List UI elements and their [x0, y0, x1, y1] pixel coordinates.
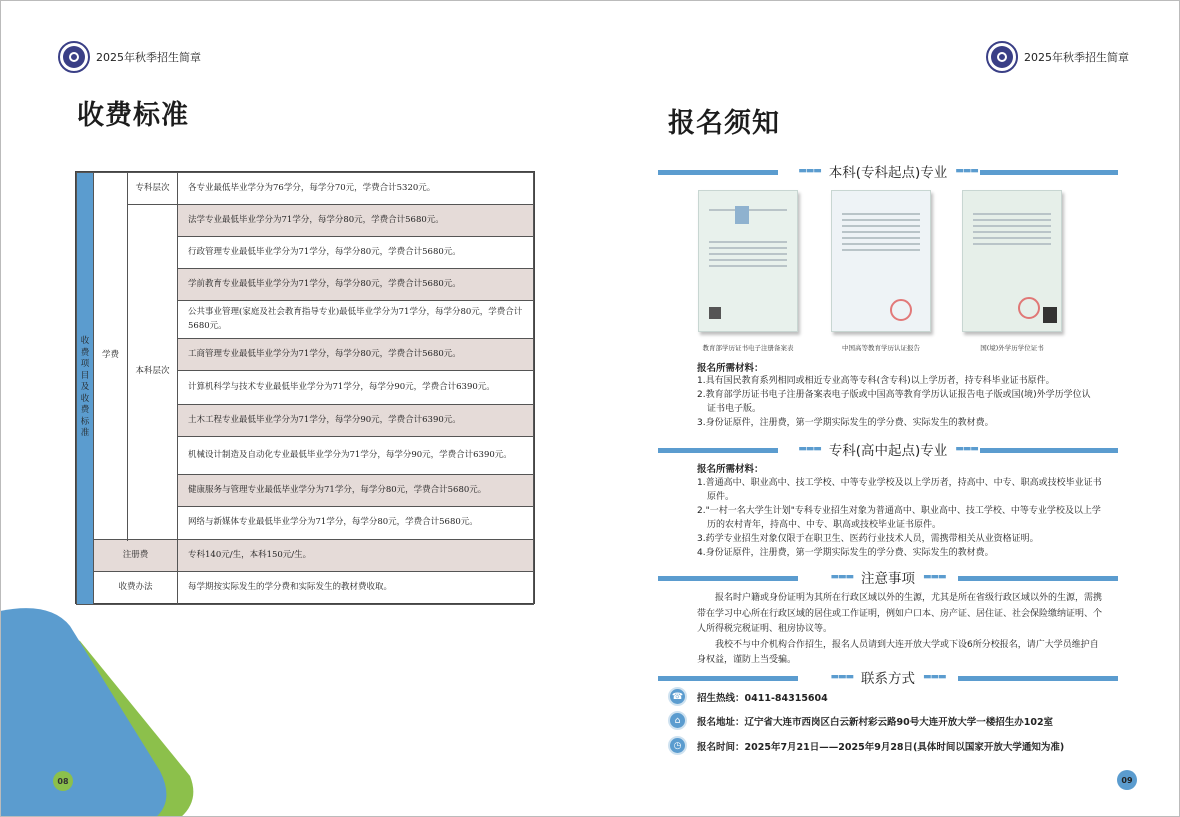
- cert-image: [962, 190, 1062, 332]
- cert-caption: 教育部学历证书电子注册备案表: [702, 344, 794, 352]
- section-header-benke: ▬▬▬ 本科(专科起点)专业 ▬▬▬: [658, 161, 1118, 181]
- table-row: 机械设计制造及自动化专业最低毕业学分为71学分，每学分90元，学费合计6390元。: [178, 437, 534, 475]
- page-number: 09: [1117, 770, 1137, 790]
- clock-icon: ◷: [668, 736, 687, 755]
- zhuanke-level: 专科层次: [128, 173, 178, 205]
- reg-fee-label: 注册费: [94, 540, 178, 572]
- right-header: [986, 41, 1129, 73]
- cert-caption: 国(境)外学历学位证书: [980, 344, 1044, 352]
- decorative-shape: [0, 601, 200, 817]
- left-header: [58, 41, 201, 73]
- reg-fee-desc: 专科140元/生，本科150元/生。: [178, 540, 534, 572]
- materials-label: 报名所需材料：: [697, 363, 764, 374]
- university-logo-icon: [58, 41, 90, 73]
- table-row: 公共事业管理(家庭及社会教育指导专业)最低毕业学分为71学分，每学分80元，学费合计5680元。: [178, 301, 534, 339]
- contact-time: ◷ 报名时间：2025年7月21日——2025年9月28日(具体时间以国家开放大学通知为准): [668, 736, 1064, 755]
- notice-paragraph: 报名时户籍或身份证明为其所在行政区域以外的生源，尤其是所在省级行政区域以外的生源，需携带在学习中心所在行政区域的居住或工作证明，例如户口本、房产证、居住证、社会保险缴纳证明、个人所得税完税证明、租房协议等。: [697, 593, 1103, 634]
- page-number: 08: [53, 771, 73, 791]
- list-item: 3.身份证原件，注册费，第一学期实际发生的学分费、实际发生的教材费。: [697, 418, 994, 428]
- materials-label: 报名所需材料：: [697, 464, 764, 475]
- materials-list: [697, 374, 1097, 430]
- university-logo-icon: [986, 41, 1018, 73]
- list-item: 1.具有国民教育系列相同或相近专业高等专科(含专科)以上学历者，持专科毕业证书原件。: [697, 376, 1055, 386]
- tuition-label: 学费: [94, 173, 128, 540]
- list-item: 4.身份证原件，注册费，第一学期实际发生的学分费、实际发生的教材费。: [697, 548, 994, 558]
- header-text: 2025年秋季招生简章: [1024, 51, 1129, 64]
- list-item: 1.普通高中、职业高中、技工学校、中等专业学校及以上学历者，持高中、中专、职高或技校毕业证书原件。: [697, 478, 1102, 502]
- header-text: 2025年秋季招生简章: [96, 51, 201, 64]
- contact-address: ⌂ 报名地址：辽宁省大连市西岗区白云新村彩云路90号大连开放大学一楼招生办102室: [668, 711, 1053, 730]
- table-row: 法学专业最低毕业学分为71学分，每学分80元，学费合计5680元。: [178, 205, 534, 237]
- table-row: 行政管理专业最低毕业学分为71学分，每学分80元，学费合计5680元。: [178, 237, 534, 269]
- table-row: 学前教育专业最低毕业学分为71学分，每学分80元，学费合计5680元。: [178, 269, 534, 301]
- materials-list: [697, 476, 1107, 560]
- benke-level: 本科层次: [128, 205, 178, 540]
- table-row: 工商管理专业最低毕业学分为71学分，每学分80元，学费合计5680元。: [178, 339, 534, 371]
- category-cell: 收费项目及收费标准: [77, 173, 94, 605]
- pay-label: 收费办法: [94, 572, 178, 605]
- table-row: 健康服务与管理专业最低毕业学分为71学分，每学分80元，学费合计5680元。: [178, 475, 534, 507]
- phone-icon: ☎: [668, 687, 687, 706]
- pay-desc: 每学期按实际发生的学分费和实际发生的教材费收取。: [178, 572, 534, 605]
- cert-image: [831, 190, 931, 332]
- contact-hotline: ☎ 招生热线：0411-84315604: [668, 687, 828, 706]
- table-row: 土木工程专业最低毕业学分为71学分，每学分90元，学费合计6390元。: [178, 405, 534, 437]
- list-item: 2."一村一名大学生计划"专科专业招生对象为普通高中、职业高中、技工学校、中等专业学校及以上学历的农村青年，持高中、中专、职高或技校毕业证书原件。: [697, 506, 1101, 530]
- fee-table: [75, 171, 535, 604]
- zhuanke-desc: 各专业最低毕业学分为76学分，每学分70元，学费合计5320元。: [178, 173, 534, 205]
- table-row: 网络与新媒体专业最低毕业学分为71学分，每学分80元，学费合计5680元。: [178, 507, 534, 540]
- notice-text: [697, 591, 1107, 669]
- section-header-notice: ▬▬▬ 注意事项 ▬▬▬: [658, 567, 1118, 587]
- page-title: 报名须知: [668, 108, 780, 139]
- section-header-contact: ▬▬▬ 联系方式 ▬▬▬: [658, 667, 1118, 687]
- location-icon: ⌂: [668, 711, 687, 730]
- cert-caption: 中国高等教育学历认证报告: [842, 344, 920, 352]
- table-row: 计算机科学与技术专业最低毕业学分为71学分，每学分90元，学费合计6390元。: [178, 371, 534, 405]
- notice-paragraph: 我校不与中介机构合作招生，报名人员请到大连开放大学或下设6所分校报名，请广大学员维护自身权益，谨防上当受骗。: [697, 639, 1099, 665]
- page-title: 收费标准: [77, 100, 189, 131]
- cert-image: [698, 190, 798, 332]
- list-item: 3.药学专业招生对象仅限于在职卫生、医药行业技术人员，需携带相关从业资格证明。: [697, 534, 1039, 544]
- list-item: 2.教育部学历证书电子注册备案表电子版或中国高等教育学历认证报告电子版或国(境)外学历学位认证书电子版。: [697, 390, 1091, 414]
- section-header-zhuanke: ▬▬▬ 专科(高中起点)专业 ▬▬▬: [658, 439, 1118, 459]
